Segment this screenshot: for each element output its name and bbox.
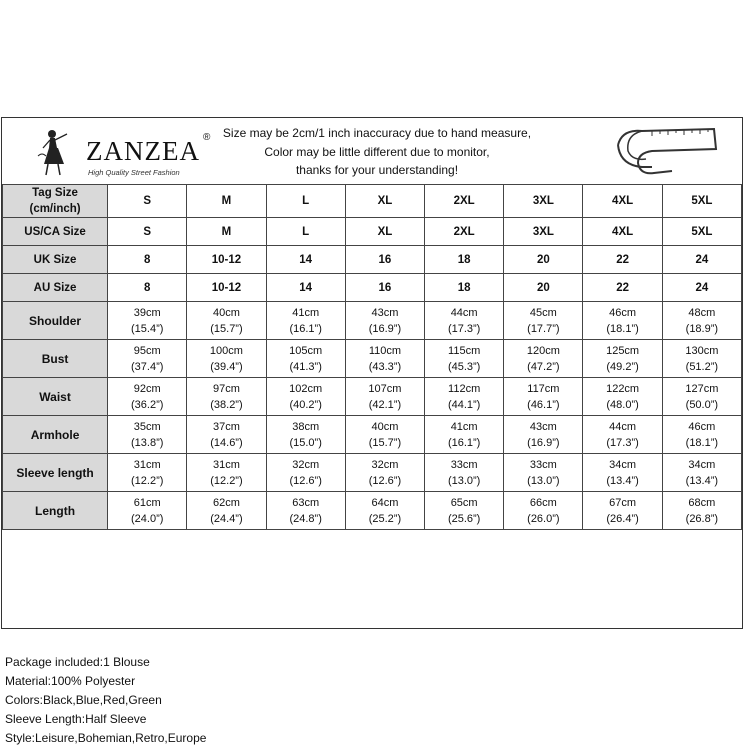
size-cell: 10-12: [187, 274, 266, 302]
cm-value: 46cm: [688, 420, 716, 433]
inch-value: (24.8”): [289, 512, 322, 525]
inch-value: (36.2”): [131, 398, 164, 411]
inch-value: (12.6”): [368, 474, 402, 487]
measure-cell: [662, 454, 741, 492]
inch-value: (42.1”): [368, 398, 402, 411]
inch-value: (15.0”): [289, 436, 322, 449]
size-cell: L: [266, 218, 345, 246]
inch-value: (43.3”): [368, 360, 402, 373]
measure-row: [3, 302, 742, 340]
cm-value: 46cm: [609, 306, 637, 319]
measure-cell: [187, 454, 266, 492]
size-cell: 3XL: [504, 185, 583, 218]
measure-cell: [266, 454, 345, 492]
measurement-notice: [197, 124, 557, 180]
measure-cell: [266, 340, 345, 378]
measure-cell: [345, 416, 424, 454]
cm-value: 44cm: [450, 306, 478, 319]
info-line: Material:100% Polyester: [5, 674, 136, 688]
measure-cell: [504, 416, 583, 454]
woman-silhouette-icon: [34, 126, 86, 176]
row-label: Shoulder: [3, 302, 108, 340]
product-info: [5, 653, 206, 748]
measure-cell: [187, 416, 266, 454]
size-cell: 20: [504, 274, 583, 302]
measure-row: [3, 378, 742, 416]
inch-value: (18.1”): [606, 322, 639, 335]
measure-cell: [583, 378, 662, 416]
notice-line: thanks for your understanding!: [295, 163, 459, 177]
size-row: [3, 185, 742, 218]
measure-cell: [345, 492, 424, 530]
cm-value: 107cm: [368, 382, 402, 395]
cm-value: 39cm: [133, 306, 161, 319]
measure-cell: [108, 378, 187, 416]
row-label: Armhole: [3, 416, 108, 454]
size-cell: 8: [108, 274, 187, 302]
notice-line: Size may be 2cm/1 inch inaccuracy due to hand measure,: [222, 126, 532, 140]
row-label: [3, 218, 108, 246]
row-label: Waist: [3, 378, 108, 416]
size-cell: 22: [583, 246, 662, 274]
cm-value: 48cm: [688, 306, 716, 319]
measure-row: [3, 454, 742, 492]
cm-value: 67cm: [609, 496, 637, 509]
inch-value: (13.0”): [527, 474, 560, 487]
inch-value: (13.8”): [131, 436, 164, 449]
row-label-line: (cm/inch): [29, 203, 81, 215]
info-line: Colors:Black,Blue,Red,Green: [5, 693, 162, 707]
cm-value: 122cm: [606, 382, 640, 395]
inch-value: (51.2”): [685, 360, 719, 373]
inch-value: (25.6”): [447, 512, 481, 525]
size-cell: 4XL: [583, 185, 662, 218]
measure-cell: [108, 454, 187, 492]
cm-value: 100cm: [209, 344, 243, 357]
measure-cell: [187, 302, 266, 340]
size-cell: 5XL: [662, 218, 741, 246]
measure-cell: [504, 378, 583, 416]
cm-value: 63cm: [292, 496, 320, 509]
measure-cell: [583, 454, 662, 492]
inch-value: (12.2”): [131, 474, 164, 487]
brand-logo: [32, 126, 211, 180]
measure-cell: [662, 340, 741, 378]
size-cell: 16: [345, 274, 424, 302]
info-line: Package included:1 Blouse: [5, 655, 150, 669]
cm-value: 37cm: [212, 420, 240, 433]
inch-value: (39.4”): [210, 360, 243, 373]
cm-value: 68cm: [688, 496, 716, 509]
cm-value: 35cm: [133, 420, 161, 433]
brand-tagline: High Quality Street Fashion: [88, 168, 180, 177]
measure-cell: [504, 302, 583, 340]
cm-value: 92cm: [133, 382, 161, 395]
cm-value: 33cm: [450, 458, 478, 471]
cm-value: 61cm: [133, 496, 161, 509]
measure-cell: [425, 378, 504, 416]
cm-value: 34cm: [688, 458, 716, 471]
inch-value: (48.0”): [606, 398, 639, 411]
measure-row: [3, 492, 742, 530]
measure-cell: [266, 378, 345, 416]
inch-value: (50.0”): [685, 398, 719, 411]
row-label: [3, 246, 108, 274]
size-cell: 24: [662, 274, 741, 302]
cm-value: 62cm: [212, 496, 240, 509]
inch-value: (26.8”): [685, 512, 719, 525]
measure-cell: [187, 340, 266, 378]
cm-value: 117cm: [527, 382, 560, 395]
inch-value: (38.2”): [210, 398, 243, 411]
size-row: [3, 246, 742, 274]
measure-cell: [504, 340, 583, 378]
cm-value: 120cm: [526, 344, 560, 357]
row-label: [3, 274, 108, 302]
measure-cell: [662, 378, 741, 416]
row-label: [3, 185, 108, 218]
cm-value: 41cm: [292, 306, 320, 319]
inch-value: (15.4”): [131, 322, 164, 335]
measure-cell: [662, 302, 741, 340]
inch-value: (15.7”): [368, 436, 402, 449]
row-label: Length: [3, 492, 108, 530]
measure-cell: [583, 416, 662, 454]
measure-cell: [187, 492, 266, 530]
size-cell: 5XL: [662, 185, 741, 218]
measure-cell: [662, 416, 741, 454]
size-cell: 4XL: [583, 218, 662, 246]
size-cell: 16: [345, 246, 424, 274]
size-row: [3, 274, 742, 302]
measure-row: [3, 340, 742, 378]
size-cell: 14: [266, 274, 345, 302]
inch-value: (12.2”): [210, 474, 243, 487]
inch-value: (41.3”): [289, 360, 322, 373]
cm-value: 105cm: [289, 344, 323, 357]
row-label-line: Tag Size: [32, 187, 78, 199]
size-cell: 24: [662, 246, 741, 274]
size-cell: 14: [266, 246, 345, 274]
inch-value: (16.9”): [527, 436, 560, 449]
inch-value: (44.1”): [447, 398, 481, 411]
cm-value: 125cm: [606, 344, 640, 357]
inch-value: (15.7”): [210, 322, 243, 335]
cm-value: 31cm: [212, 458, 240, 471]
size-row: [3, 218, 742, 246]
cm-value: 97cm: [212, 382, 240, 395]
measure-cell: [187, 378, 266, 416]
measure-cell: [345, 302, 424, 340]
size-cell: 8: [108, 246, 187, 274]
cm-value: 32cm: [292, 458, 320, 471]
chart-header: [2, 118, 742, 185]
measure-cell: [108, 416, 187, 454]
notice-line: Color may be little different due to monitor,: [264, 144, 490, 159]
cm-value: 102cm: [289, 382, 323, 395]
inch-value: (17.3”): [606, 436, 639, 449]
measure-cell: [425, 416, 504, 454]
inch-value: (24.0”): [131, 512, 164, 525]
row-label-line: UK Size: [33, 253, 77, 266]
cm-value: 44cm: [609, 420, 637, 433]
cm-value: 127cm: [685, 382, 719, 395]
cm-value: 43cm: [371, 306, 399, 319]
inch-value: (46.1”): [527, 398, 560, 411]
size-cell: M: [187, 218, 266, 246]
measure-cell: [345, 340, 424, 378]
inch-value: (49.2”): [606, 360, 639, 373]
measure-cell: [345, 378, 424, 416]
size-cell: XL: [345, 218, 424, 246]
size-cell: 22: [583, 274, 662, 302]
cm-value: 130cm: [685, 344, 719, 357]
cm-value: 43cm: [529, 420, 557, 433]
inch-value: (13.4”): [685, 474, 719, 487]
inch-value: (26.4”): [606, 512, 639, 525]
measure-cell: [504, 492, 583, 530]
inch-value: (25.2”): [368, 512, 402, 525]
info-line: Sleeve Length:Half Sleeve: [5, 712, 147, 726]
measure-cell: [425, 340, 504, 378]
measuring-tape-icon: [612, 121, 722, 181]
size-cell: L: [266, 185, 345, 218]
inch-value: (17.3”): [447, 322, 481, 335]
cm-value: 110cm: [368, 344, 402, 357]
inch-value: (45.3”): [447, 360, 481, 373]
inch-value: (16.1”): [289, 322, 322, 335]
measure-cell: [108, 340, 187, 378]
size-cell: 3XL: [504, 218, 583, 246]
cm-value: 112cm: [448, 382, 481, 395]
measure-cell: [108, 492, 187, 530]
inch-value: (47.2”): [527, 360, 560, 373]
cm-value: 66cm: [529, 496, 557, 509]
info-line: Style:Leisure,Bohemian,Retro,Europe: [5, 731, 207, 745]
inch-value: (18.9”): [685, 322, 719, 335]
size-table: [2, 184, 742, 530]
inch-value: (13.0”): [447, 474, 481, 487]
inch-value: (12.6”): [289, 474, 322, 487]
cm-value: 33cm: [529, 458, 557, 471]
measure-cell: [425, 454, 504, 492]
measure-cell: [266, 492, 345, 530]
measure-cell: [583, 302, 662, 340]
size-cell: 18: [425, 246, 504, 274]
size-cell: 18: [425, 274, 504, 302]
row-label-line: US/CA Size: [24, 225, 86, 238]
cm-value: 65cm: [450, 496, 478, 509]
inch-value: (14.6”): [210, 436, 243, 449]
row-label-line: AU Size: [33, 281, 77, 294]
measure-cell: [504, 454, 583, 492]
inch-value: (16.1”): [447, 436, 481, 449]
size-chart: [1, 117, 743, 745]
inch-value: (16.9”): [368, 322, 402, 335]
size-cell: M: [187, 185, 266, 218]
size-cell: 2XL: [425, 185, 504, 218]
inch-value: (18.1”): [685, 436, 719, 449]
inch-value: (17.7”): [527, 322, 560, 335]
measure-cell: [425, 302, 504, 340]
measure-cell: [266, 416, 345, 454]
measure-cell: [583, 340, 662, 378]
cm-value: 64cm: [371, 496, 399, 509]
cm-value: 45cm: [529, 306, 557, 319]
inch-value: (13.4”): [606, 474, 639, 487]
cm-value: 41cm: [450, 420, 478, 433]
cm-value: 34cm: [609, 458, 637, 471]
cm-value: 38cm: [292, 420, 320, 433]
measure-cell: [266, 302, 345, 340]
inch-value: (40.2”): [289, 398, 322, 411]
row-label: Sleeve length: [3, 454, 108, 492]
measure-cell: [583, 492, 662, 530]
inch-value: (37.4”): [131, 360, 164, 373]
measure-row: [3, 416, 742, 454]
inch-value: (24.4”): [210, 512, 243, 525]
cm-value: 40cm: [371, 420, 399, 433]
size-cell: 10-12: [187, 246, 266, 274]
row-label: Bust: [3, 340, 108, 378]
cm-value: 32cm: [371, 458, 399, 471]
size-cell: S: [108, 218, 187, 246]
size-cell: 2XL: [425, 218, 504, 246]
cm-value: 115cm: [448, 344, 481, 357]
size-cell: S: [108, 185, 187, 218]
size-cell: 20: [504, 246, 583, 274]
measure-cell: [345, 454, 424, 492]
size-cell: XL: [345, 185, 424, 218]
cm-value: 40cm: [212, 306, 240, 319]
measure-cell: [425, 492, 504, 530]
measure-cell: [108, 302, 187, 340]
inch-value: (26.0”): [527, 512, 560, 525]
measure-cell: [662, 492, 741, 530]
registered-mark: ®: [203, 132, 211, 143]
brand-name: ZANZEA: [86, 136, 200, 166]
cm-value: 95cm: [133, 344, 161, 357]
cm-value: 31cm: [133, 458, 161, 471]
